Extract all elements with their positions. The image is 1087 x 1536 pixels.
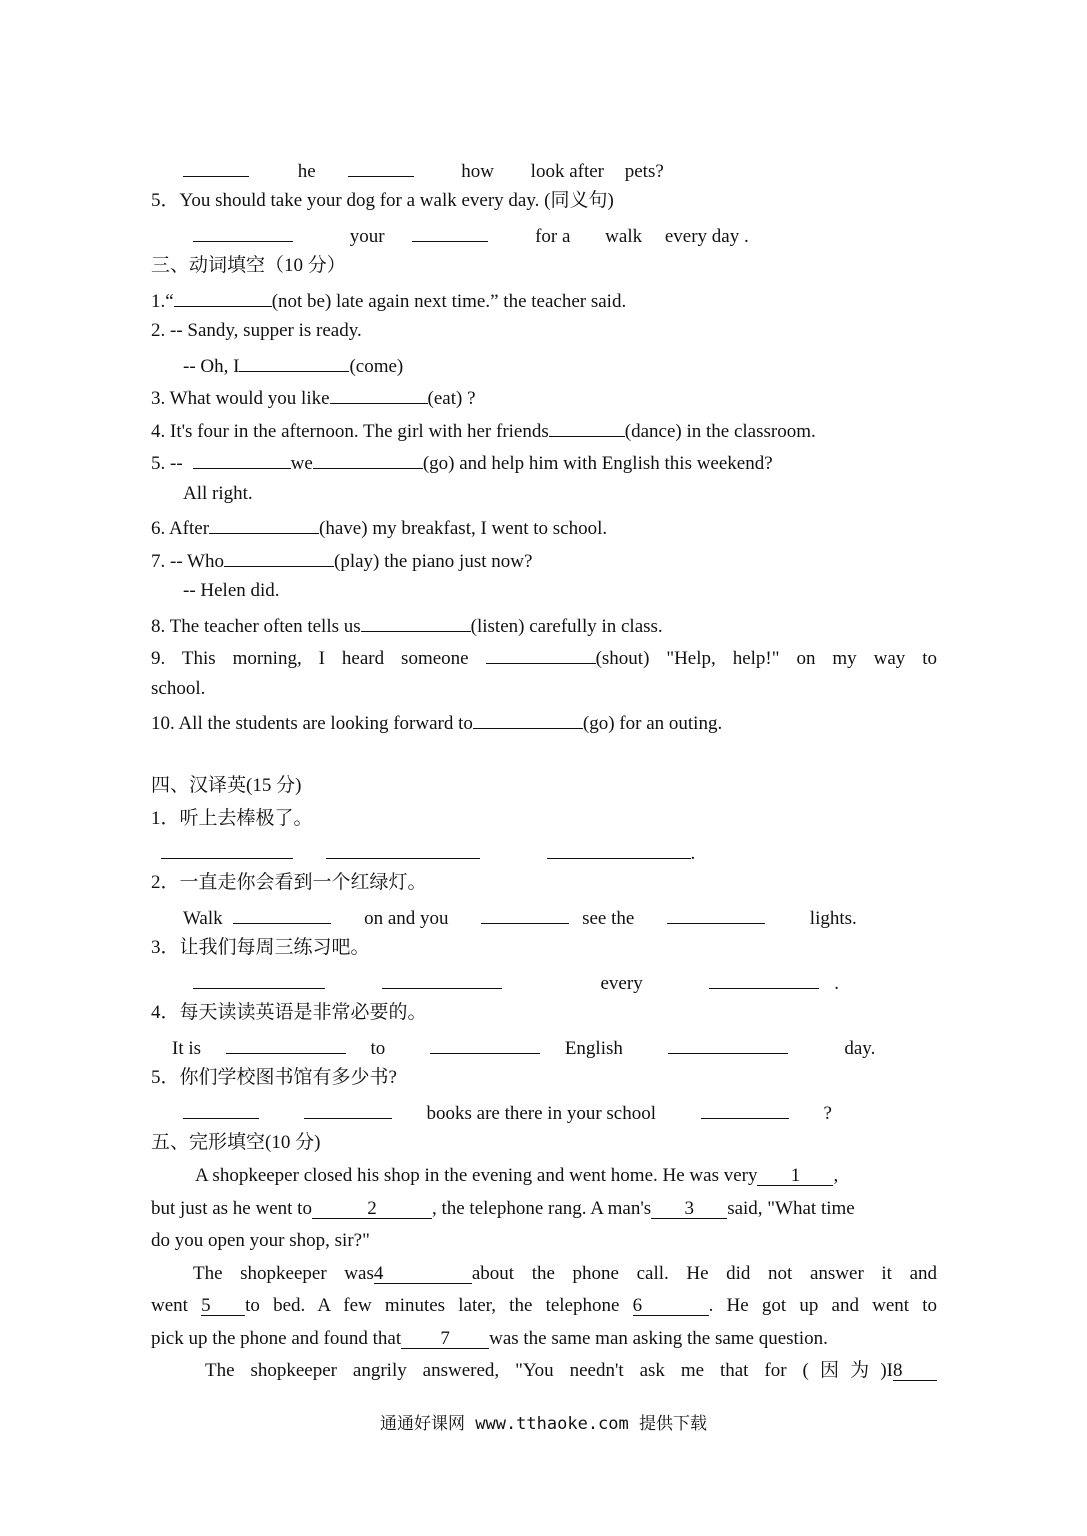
part3-q2b [183, 353, 403, 378]
question-text: 3. What would you like [151, 388, 330, 409]
answer-blank[interactable] [473, 710, 583, 729]
passage-text: was the same man asking the same question. [489, 1328, 828, 1349]
answer-blank[interactable] [667, 905, 765, 924]
word: It is [172, 1038, 202, 1059]
answer-blank[interactable] [701, 1100, 789, 1119]
answer-blank[interactable] [233, 905, 331, 924]
cloze-p2-line3 [151, 1328, 828, 1350]
part3-q10 [151, 710, 722, 735]
part4-q3: 3．让我们每周三练习吧。 [151, 937, 370, 958]
page-footer: 通通好课网 www.tthaoke.com 提供下载 [380, 1414, 707, 1434]
word: look after [530, 161, 604, 182]
word: how [461, 161, 494, 182]
cloze-p2-line1 [193, 1263, 937, 1285]
answer-blank[interactable] [348, 158, 414, 177]
part4-q4-answer-line [172, 1035, 875, 1060]
passage-text: to bed. A few minutes later, the telephone [245, 1295, 620, 1316]
question-text: 5. -- [151, 453, 183, 474]
question-text: we [290, 453, 313, 474]
question-text: (listen) carefully in class. [470, 616, 663, 637]
answer-blank[interactable] [330, 385, 428, 404]
word: pets? [624, 161, 664, 182]
word: every [600, 973, 643, 994]
cloze-blank-8[interactable]: 8 [893, 1362, 937, 1381]
answer-blank[interactable] [361, 613, 471, 632]
section-heading-part4: 四、汉译英(15 分) [151, 775, 302, 796]
part3-q1 [151, 288, 626, 313]
question-text: (come) [349, 356, 404, 377]
part4-q4: 4．每天读读英语是非常必要的。 [151, 1002, 427, 1023]
cloze-p1-line2 [151, 1198, 855, 1220]
answer-blank[interactable] [412, 223, 488, 242]
passage-text: , the telephone rang. A man's [431, 1198, 652, 1219]
answer-blank[interactable] [481, 905, 569, 924]
cloze-blank-4[interactable]: 4 [374, 1265, 472, 1284]
answer-blank[interactable] [668, 1035, 788, 1054]
part3-q5 [151, 450, 773, 475]
answer-blank[interactable] [193, 450, 291, 469]
question-text: (go) and help him with English this weekend? [422, 453, 773, 474]
answer-blank[interactable] [547, 840, 691, 859]
question-text: 4. It's four in the afternoon. The girl with her friends [151, 421, 549, 442]
passage-text: pick up the phone and found that [151, 1328, 402, 1349]
question-text: (play) the piano just now? [334, 551, 533, 572]
part4-q5: 5．你们学校图书馆有多少书? [151, 1067, 397, 1088]
answer-blank[interactable] [209, 515, 319, 534]
word: your [349, 226, 385, 247]
part3-q7b: -- Helen did. [183, 580, 280, 601]
passage-text: The shopkeeper angrily answered, "You needn't ask me that for (因为)I [205, 1360, 893, 1381]
answer-blank[interactable] [430, 1035, 540, 1054]
question-text: (have) my breakfast, I went to school. [319, 518, 608, 539]
passage-text: . He got up and went to [708, 1295, 938, 1316]
part3-q3 [151, 385, 476, 410]
part3-q8 [151, 613, 663, 638]
answer-blank[interactable] [193, 223, 293, 242]
cloze-blank-7[interactable]: 7 [401, 1330, 489, 1349]
answer-blank[interactable] [161, 840, 293, 859]
passage-text: said, "What time [727, 1198, 855, 1219]
part3-q9b: school. [151, 678, 206, 699]
word: Walk [183, 908, 223, 929]
q4-rewrite-line [183, 158, 664, 183]
word: books are there in your school [426, 1103, 657, 1124]
answer-blank[interactable] [174, 288, 272, 307]
question-text: (eat) ? [427, 388, 476, 409]
passage-text: A shopkeeper closed his shop in the evening and went home. He was very [195, 1165, 758, 1186]
cloze-p1-line3: do you open your shop, sir?" [151, 1230, 370, 1251]
part3-q2a: 2. -- Sandy, supper is ready. [151, 320, 362, 341]
section-heading-part5: 五、完形填空(10 分) [151, 1132, 321, 1153]
word: for a [535, 226, 571, 247]
question-text: 7. -- Who [151, 551, 224, 572]
q5-rewrite-line [193, 223, 749, 248]
passage-text: about the phone call. He did not answer it and [471, 1263, 938, 1284]
passage-text: but just as he went to [151, 1198, 312, 1219]
answer-blank[interactable] [239, 353, 349, 372]
answer-blank[interactable] [326, 840, 480, 859]
word: . [690, 843, 696, 864]
word: . [834, 973, 839, 994]
cloze-p1-line1 [195, 1165, 838, 1187]
cloze-blank-3[interactable]: 3 [651, 1200, 727, 1219]
answer-blank[interactable] [224, 548, 334, 567]
part3-q7 [151, 548, 532, 573]
question-text: (go) for an outing. [582, 713, 723, 734]
word: to [370, 1038, 386, 1059]
question-text: 8. The teacher often tells us [151, 616, 361, 637]
cloze-blank-2[interactable]: 2 [312, 1200, 432, 1219]
part4-q2: 2．一直走你会看到一个红绿灯。 [151, 872, 427, 893]
section-heading-part3: 三、动词填空（10 分） [151, 255, 346, 276]
word: English [564, 1038, 623, 1059]
answer-blank[interactable] [226, 1035, 346, 1054]
cloze-p3-line1 [205, 1360, 937, 1382]
word: day. [844, 1038, 876, 1059]
part4-q1: 1．听上去棒极了。 [151, 808, 313, 829]
answer-blank[interactable] [193, 970, 325, 989]
cloze-blank-1[interactable]: 1 [757, 1167, 833, 1186]
question-text: -- Oh, I [183, 356, 240, 377]
answer-blank[interactable] [183, 1100, 259, 1119]
question-text: 6. After [151, 518, 210, 539]
part3-q6 [151, 515, 607, 540]
word: walk [605, 226, 643, 247]
word: lights. [809, 908, 857, 929]
part4-q5-answer-line [183, 1100, 832, 1125]
answer-blank[interactable] [549, 418, 625, 437]
cloze-blank-5[interactable]: 5 [201, 1297, 245, 1316]
passage-text: went [151, 1295, 188, 1316]
word: he [297, 161, 316, 182]
part4-q1-answer-line [161, 840, 695, 865]
question-text: (not be) late again next time.” the teacher said. [271, 291, 627, 312]
question-text: (dance) in the classroom. [624, 421, 816, 442]
part4-q2-answer-line [183, 905, 857, 930]
part3-q5b: All right. [183, 483, 253, 504]
cloze-blank-6[interactable]: 6 [633, 1297, 709, 1316]
answer-blank[interactable] [486, 645, 596, 664]
question-text: 9. This morning, I heard someone [151, 648, 469, 669]
passage-text: The shopkeeper was [193, 1263, 374, 1284]
q5-prompt: 5．You should take your dog for a walk every day. (同义句) [151, 190, 614, 211]
passage-text: , [833, 1165, 839, 1186]
part3-q9 [151, 645, 937, 670]
word: every day . [664, 226, 749, 247]
question-text: 1.“ [151, 291, 174, 312]
word: see the [582, 908, 635, 929]
part3-q4 [151, 418, 816, 443]
part4-q3-answer-line [193, 970, 839, 995]
answer-blank[interactable] [304, 1100, 392, 1119]
answer-blank[interactable] [382, 970, 502, 989]
question-text: 10. All the students are looking forward to [151, 713, 473, 734]
answer-blank[interactable] [313, 450, 423, 469]
word: on and you [364, 908, 449, 929]
answer-blank[interactable] [709, 970, 819, 989]
question-text: (shout) "Help, help!" on my way to [595, 648, 937, 669]
cloze-p2-line2 [151, 1295, 937, 1317]
word: ? [823, 1103, 832, 1124]
answer-blank[interactable] [183, 158, 249, 177]
